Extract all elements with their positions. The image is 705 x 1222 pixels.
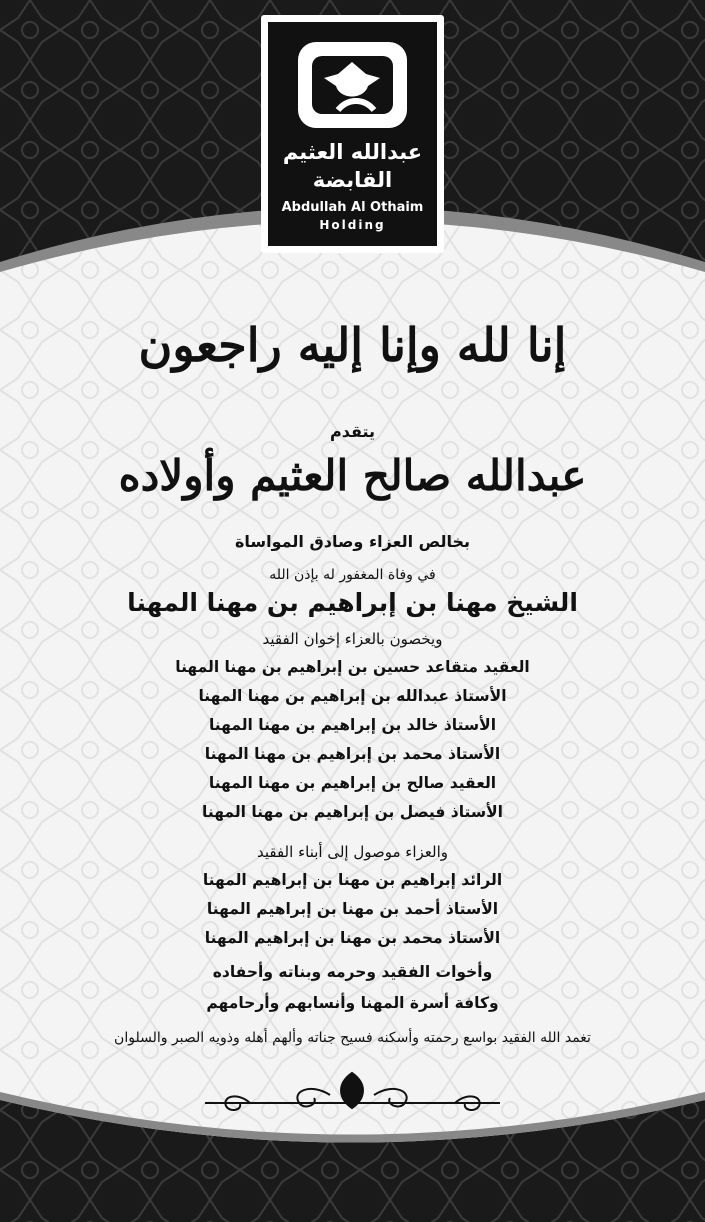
closing-prayer: تغمد الله الفقيد بواسع رحمته وأسكنه فسيح جناته وألهم أهله وذويه الصبر والسلوان — [114, 1030, 591, 1046]
brother-line: الأستاذ عبدالله بن إبراهيم بن مهنا المهنا — [198, 687, 507, 705]
logo-emblem-icon — [268, 22, 437, 132]
deceased-name: الشيخ مهنا بن إبراهيم بن مهنا المهنا — [127, 588, 578, 617]
brothers-heading: ويخصون بالعزاء إخوان الفقيد — [262, 630, 443, 648]
sons-heading: والعزاء موصول إلى أبناء الفقيد — [256, 843, 448, 861]
brother-line: الأستاذ فيصل بن إبراهيم بن مهنا المهنا — [202, 803, 503, 821]
brother-line: العقيد متقاعد حسين بن إبراهيم بن مهنا المهنا — [175, 658, 530, 676]
brother-line: العقيد صالح بن إبراهيم بن مهنا المهنا — [208, 774, 497, 792]
condolence-text: بخالص العزاء وصادق المواساة — [234, 532, 471, 551]
logo-english-line1: Abdullah Al Othaim — [281, 200, 424, 215]
logo-arabic-line2: القابضة — [312, 168, 393, 192]
son-line: الأستاذ محمد بن مهنا بن إبراهيم المهنا — [204, 929, 501, 947]
intro-text: في وفاة المغفور له بإذن الله — [269, 567, 436, 583]
family-line: وكافة أسرة المهنا وأنسابهم وأرحامهم — [206, 994, 499, 1012]
family-line: وأخوات الفقيد وحرمه وبناته وأحفاده — [212, 963, 493, 981]
brother-line: الأستاذ محمد بن إبراهيم بن مهنا المهنا — [204, 745, 501, 763]
presents-text: يتقدم — [329, 422, 376, 441]
sender-calligraphy: عبدالله صالح العثيم وأولاده — [118, 451, 587, 500]
heading-calligraphy: إنا لله وإنا إليه راجعون — [138, 318, 567, 372]
son-line: الرائد إبراهيم بن مهنا بن إبراهيم المهنا — [202, 871, 503, 889]
logo-arabic-line1: عبدالله العثيم — [282, 140, 423, 164]
logo-english-line2: Holding — [319, 218, 386, 232]
brother-line: الأستاذ خالد بن إبراهيم بن مهنا المهنا — [208, 716, 497, 734]
son-line: الأستاذ أحمد بن مهنا بن إبراهيم المهنا — [206, 900, 499, 918]
company-logo — [261, 15, 444, 253]
